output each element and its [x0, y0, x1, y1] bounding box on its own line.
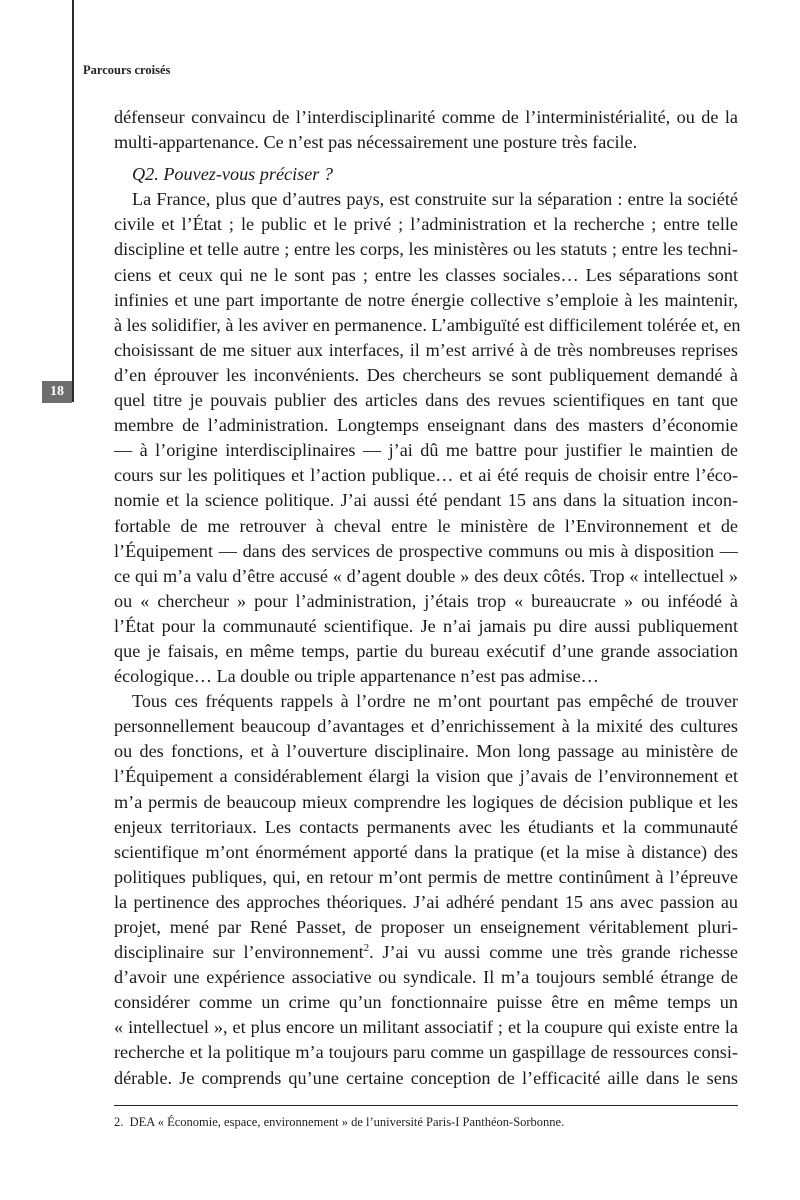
text-line: politiques publiques, qui, en retour m’ont permis de mettre continûment à l’épreuve: [114, 866, 738, 887]
text-line: que je faisais, en même temps, partie du bureau exécutif d’une grande association: [114, 640, 738, 661]
text-line: Tous ces fréquents rappels à l’ordre ne m’ont pourtant pas empêché de trouver: [132, 691, 738, 712]
text-line: cours sur les politiques et l’action publique… et ai été requis de choisir entre l’éco-: [114, 465, 738, 486]
text-line: considérer comme un crime qu’un fonctionnaire puisse être en même temps un: [114, 992, 738, 1013]
text-line: l’État pour la communauté scientifique. Je n’ai jamais pu dire aussi publiquement: [114, 615, 738, 636]
footnote-separator: [114, 1105, 738, 1106]
page-number-badge: 18: [42, 381, 72, 403]
text-line: membre de l’administration. Longtemps enseignant dans des masters d’économie: [114, 415, 738, 436]
text-line: l’Équipement a considérablement élargi la vision que j’avais de l’environnement et: [114, 766, 738, 787]
footnote-text: DEA « Économie, espace, environnement » de l’université Paris-I Panthéon-Sorbonne.: [129, 1115, 565, 1129]
text-line: quel titre je pouvais publier des articles dans des revues scientifiques en tant que: [114, 390, 738, 411]
interview-question: Q2. Pouvez-vous préciser ?: [132, 164, 334, 185]
text-line: à les solidifier, à les aviver en permanence. L’ambiguïté est difficilement tolérée et, en: [114, 314, 741, 335]
text-line: défenseur convaincu de l’interdisciplinarité comme de l’interministérialité, ou de la: [114, 107, 738, 127]
paragraph-2: [114, 187, 741, 689]
running-head: Parcours croisés: [83, 63, 171, 77]
margin-rule: [72, 0, 74, 402]
paragraph-1: [114, 105, 738, 155]
text-line: scientifique m’ont énormément apporté dans la pratique (et la mise à distance) des: [114, 841, 738, 862]
text-line: enjeux territoriaux. Les contacts permanents avec les étudiants et la communauté: [114, 816, 738, 837]
footnote-number: 2.: [114, 1115, 124, 1129]
text-line: d’en éprouver les inconvénients. Des chercheurs se sont publiquement demandé à: [114, 364, 738, 385]
text-line: fortable de me retrouver à cheval entre le ministère de l’Environnement et de: [114, 515, 738, 536]
text-line: dérable. Je comprends qu’une certaine conception de l’efficacité aille dans le sens: [114, 1067, 738, 1088]
body-text: [114, 105, 741, 1091]
footnote-marker[interactable]: 2: [363, 942, 370, 955]
text-line: discipline et telle autre ; entre les corps, les ministères ou les statuts ; entre les techni-: [114, 239, 738, 260]
text-line: d’avoir une expérience associative ou syndicale. Il m’a toujours semblé étrange de: [114, 967, 738, 988]
text-line: La France, plus que d’autres pays, est construite sur la séparation : entre la société: [132, 189, 738, 210]
text-line: recherche et la politique m’a toujours paru comme un gaspillage de ressources consi-: [114, 1042, 738, 1063]
text-line: nomie et la science politique. J’ai aussi été pendant 15 ans dans la situation incon-: [114, 490, 738, 511]
text-line: ciens et ceux qui ne le sont pas ; entre les classes sociales… Les séparations sont: [114, 264, 738, 285]
text-line: choisissant de me situer aux interfaces, il m’est arrivé à de très nombreuses reprises: [114, 339, 738, 360]
paragraph-3: [114, 689, 738, 1091]
text-line: « intellectuel », et plus encore un militant associatif ; et la coupure qui existe entre la: [114, 1017, 738, 1038]
text-line: ou des fonctions, et à l’ouverture disciplinaire. Mon long passage au ministère de: [114, 741, 738, 762]
text-line: civile et l’État ; le public et le privé ; l’administration et la recherche ; entre telle: [114, 214, 738, 235]
text-line: multi-appartenance. Ce n’est pas nécessairement une posture très facile.: [114, 132, 638, 153]
text-line: — à l’origine interdisciplinaires — j’ai dû me battre pour justifier le maintien de: [114, 440, 738, 461]
text-line: m’a permis de beaucoup mieux comprendre les logiques de décision publique et les: [114, 791, 738, 812]
text-line-with-footnote: disciplinaire sur l’environnement$^2$. J’ai vu aussi comme une très grande richesse: [114, 942, 739, 963]
text-line: personnellement beaucoup d’avantages et d’enrichissement à la mixité des cultures: [114, 716, 738, 737]
text-line: ce qui m’a valu d’être accusé « d’agent double » des deux côtés. Trop « intellectuel »: [114, 565, 738, 586]
footnote-2: [114, 1115, 564, 1130]
text-line: la pertinence des approches théoriques. J’ai adhéré pendant 15 ans avec passion au: [114, 891, 738, 912]
text-line: infinies et une part importante de notre énergie collective s’emploie à les maintenir,: [114, 289, 738, 310]
text-line: l’Équipement — dans des services de prospective communs ou mis à disposition —: [114, 540, 738, 561]
text-line: écologique… La double ou triple appartenance n’est pas admise…: [114, 666, 599, 687]
text-line: ou « chercheur » pour l’administration, j’étais trop « bureaucrate » ou inféodé à: [114, 590, 738, 611]
text-line: projet, mené par René Passet, de proposer un enseignement véritablement pluri-: [114, 917, 738, 937]
